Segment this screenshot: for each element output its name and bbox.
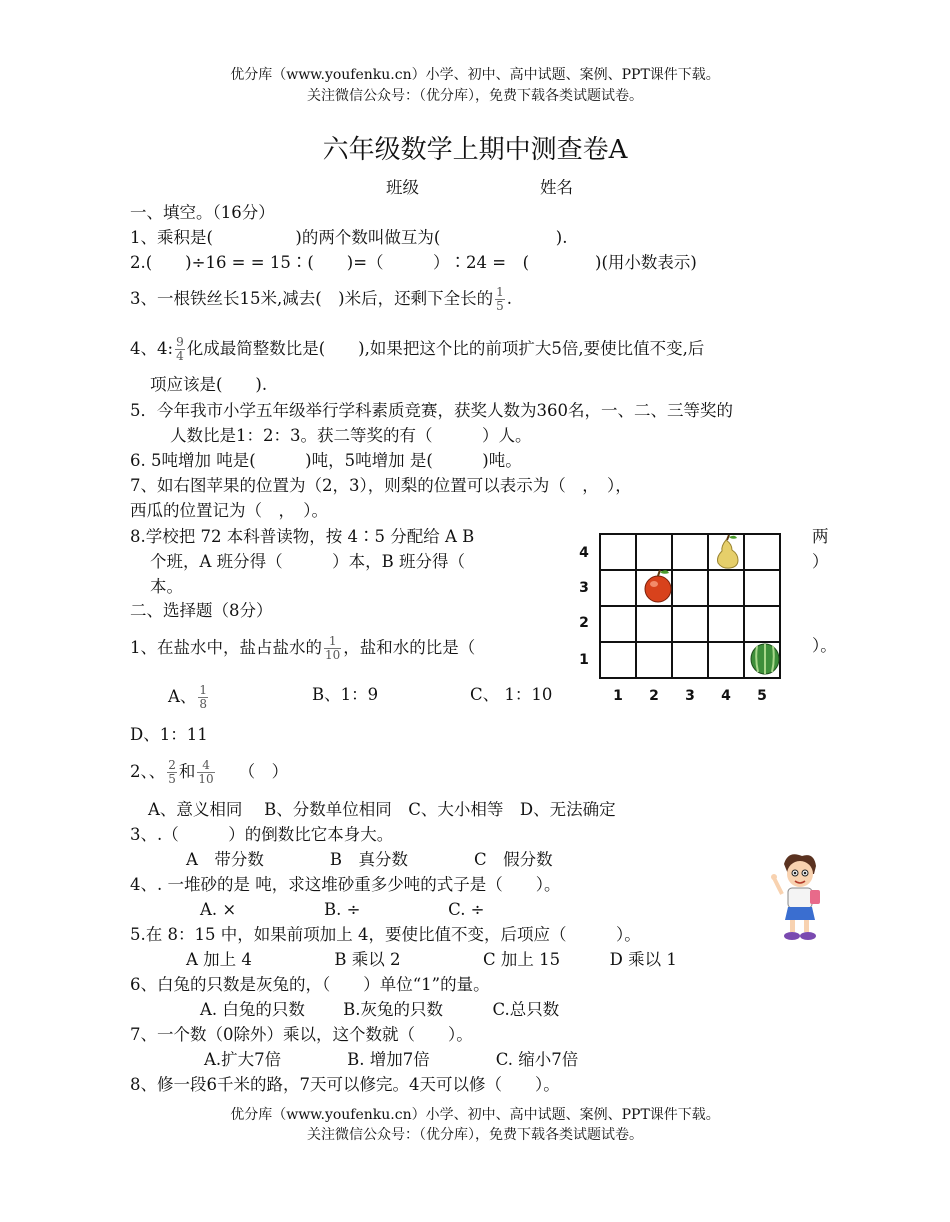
s1-question-5-line1: 5．今年我市小学五年级举行学科素质竞赛，获奖人数为360名，一、二、三等奖的 [130,401,733,420]
s1-question-1: 1、乘积是( )的两个数叫做互为( ). [130,228,568,247]
x-label-3: 3 [685,688,695,704]
s1-question-7-line2: 西瓜的位置记为（ ， ）。 [130,501,328,520]
s1-question-8-line1: 8.学校把 72 本科普读物，按 4∶5 分配给 A B [130,527,475,546]
x-label-5: 5 [757,688,767,704]
s2-question-1 [130,635,475,662]
s2-question-1-end: ）。 [812,636,837,655]
s2-q1-option-d: D、1：11 [130,725,208,744]
s2-question-3: 3、.（ ）的倒数比它本身大。 [130,825,394,844]
s1-question-4 [130,336,704,363]
s1-q4-text: 4、4: [130,339,174,358]
fraction-numerator: 1 [199,683,208,697]
s2-q2-text: 2、、 [130,762,166,781]
section2-heading: 二、选择题（8分） [130,601,273,620]
s1-question-5-line2: 人数比是1：2：3。获二等奖的有（ ）人。 [170,426,532,445]
fraction-numerator: 1 [324,635,341,649]
s2-question-8: 8、修一段6千米的路，7天可以修完。4天可以修（ ）。 [130,1075,560,1094]
s2-question-2 [130,759,288,786]
footer-line-2: 关注微信公众号：（优分库），免费下载各类试题试卷。 [307,1127,643,1143]
page-title: 六年级数学上期中测查卷A [322,135,628,165]
s2-question-6-options: A. 白兔的只数 B.灰兔的只数 C.总只数 [200,1000,560,1019]
fraction-denominator: 8 [199,697,208,711]
fraction-numerator: 9 [176,335,184,349]
option-a-fraction [198,684,208,711]
s1-question-8-line1-end: 两 [812,527,829,546]
s1-question-6: 6. 5吨增加 吨是( )吨，5吨增加 是( )吨。 [130,451,522,470]
s1-q4-fraction [175,336,185,363]
s2-q2-blank: （ ） [238,762,289,781]
s2-question-2-options: A、意义相同 B、分数单位相同 C、大小相等 D、无法确定 [148,800,616,819]
x-label-4: 4 [721,688,731,704]
s2-q2-fraction-2 [197,759,214,786]
s1-q4-rest: 化成最简整数比是( ),如果把这个比的前项扩大5倍,要使比值不变,后 [186,339,705,358]
s1-question-8-line2-end: ） [812,552,829,571]
fraction-numerator: 1 [496,285,504,299]
s2-q1-option-c: C、 1：10 [470,685,553,704]
footer-line-1: 优分库（www.youfenku.cn）小学、初中、高中试题、案例、PPT课件下载。 [230,1107,720,1123]
s2-question-3-options: A 带分数 B 真分数 C 假分数 [186,850,553,869]
s1-q3-end: . [506,289,513,308]
option-a-label: A、 [168,687,197,706]
s1-q3-text: 3、一根铁丝长15米,减去( )米后，还剩下全长的 [130,289,494,308]
x-label-2: 2 [649,688,659,704]
fraction-denominator: 5 [168,772,176,786]
s2-q2-and: 和 [178,762,196,781]
s2-question-4-options: A. × B. ÷ C. ÷ [200,900,485,919]
s2-q1-text: 1、在盐水中，盐占盐水的 [130,638,322,657]
header-line-2: 关注微信公众号：（优分库），免费下载各类试题试卷。 [307,88,643,104]
fraction-denominator: 10 [198,772,214,786]
s1-question-8-line2: 个班，A 班分得（ ）本，B 班分得（ [150,552,466,571]
s2-q1-rest: ，盐和水的比是（ [343,638,476,657]
name-label: 姓名 [540,178,573,197]
s2-question-5-options: A 加上 4 B 乘以 2 C 加上 15 D 乘以 1 [186,950,677,969]
s2-question-7: 7、一个数（0除外）乘以，这个数就（ ）。 [130,1025,473,1044]
s1-q3-fraction [495,286,505,313]
y-label-2: 2 [579,615,589,631]
s1-question-2: 2.( )÷16 = = 15∶( )=（ ）∶24 = ( )(用小数表示) [130,253,697,272]
y-label-3: 3 [579,580,589,596]
section1-heading: 一、填空。（16分） [130,203,275,222]
s2-q1-option-a [168,684,210,711]
y-label-4: 4 [579,545,589,561]
fraction-numerator: 4 [197,759,214,773]
s2-q1-fraction [324,635,341,662]
apple-icon [645,570,671,602]
x-label-1: 1 [613,688,623,704]
coordinate-grid-figure [575,532,785,712]
cartoon-boy-illustration [768,852,830,942]
fraction-numerator: 2 [168,758,176,772]
fraction-denominator: 10 [325,648,341,662]
watermelon-icon [751,644,779,674]
s2-question-4: 4、. 一堆砂的是 吨，求这堆砂重多少吨的式子是（ ）。 [130,875,561,894]
s1-question-3 [130,286,512,313]
s2-question-5: 5.在 8：15 中，如果前项加上 4，要使比值不变，后项应（ ）。 [130,925,641,944]
s1-question-8-line3: 本。 [150,577,183,596]
s2-question-7-options: A.扩大7倍 B. 增加7倍 C. 缩小7倍 [204,1050,579,1069]
y-label-1: 1 [579,652,589,668]
s1-question-4-line2: 项应该是( ). [150,375,268,394]
s2-q1-option-b: B、1：9 [312,685,379,704]
class-label: 班级 [386,178,419,197]
s2-question-6: 6、白兔的只数是灰兔的，（ ）单位“1”的量。 [130,975,490,994]
header-line-1: 优分库（www.youfenku.cn）小学、初中、高中试题、案例、PPT课件下载。 [230,67,720,83]
s2-q2-fraction-1 [167,759,177,786]
s1-question-7-line1: 7、如右图苹果的位置为（2，3），则梨的位置可以表示为（ ， ）， [130,476,632,495]
fraction-denominator: 4 [176,349,184,363]
pear-icon [718,535,739,568]
fraction-denominator: 5 [496,299,504,313]
